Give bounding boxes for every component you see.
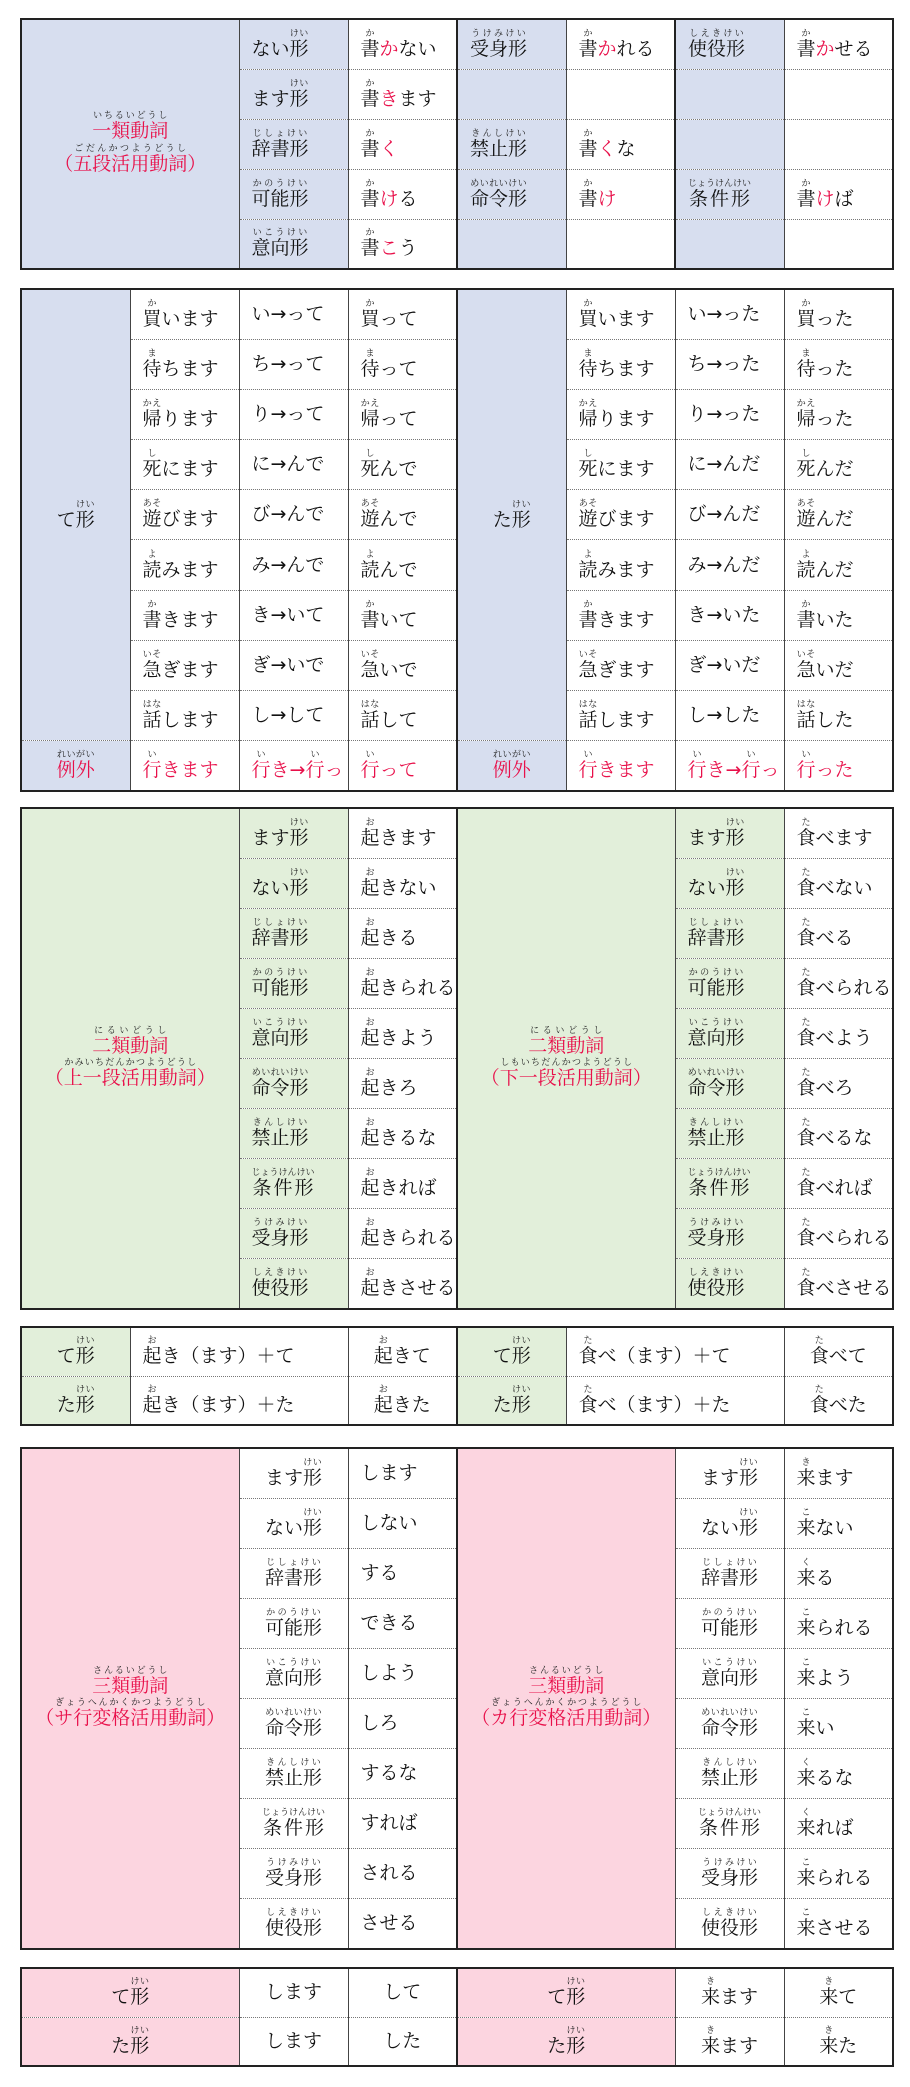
form-label: ない形けい — [239, 858, 348, 908]
masu-form: 遊あそびます — [566, 490, 675, 540]
result: 来きた — [784, 2017, 893, 2066]
te-form: 話はなして — [348, 691, 457, 741]
te-form: 死しんで — [348, 440, 457, 490]
form-label: ます形けい — [675, 808, 784, 858]
form-label: 命令形めいれいけい — [675, 1698, 784, 1748]
form-label: 禁止形きんしけい — [457, 119, 566, 169]
form-label: 受身形うけみけい — [457, 19, 566, 69]
form-value: 起おきさせる — [348, 1259, 457, 1309]
ta-form: 読よんだ — [784, 540, 893, 590]
form-value: 食たべられる — [784, 1209, 893, 1259]
masu-form: 買かいます — [130, 289, 239, 339]
form-label: ない形けい — [675, 858, 784, 908]
ta-form: 遊あそんだ — [784, 490, 893, 540]
form-label: 命令形めいれいけい — [675, 1058, 784, 1108]
masu-form: 行いきます — [130, 741, 239, 791]
group2-lower-label: 二類動詞にるいどうし （下一段活用動詞しもいちだんかつようどうし） — [457, 808, 675, 1309]
form-label: て形けい — [457, 1327, 566, 1376]
masu-form: 話はなします — [566, 691, 675, 741]
form-label: 辞書形じしょけい — [239, 119, 348, 169]
form-value: 起おきれば — [348, 1159, 457, 1209]
result: 起おきた — [348, 1376, 457, 1425]
te-form-label: て形けい — [21, 289, 130, 741]
ta-form: 帰かえった — [784, 389, 893, 439]
form-label: 禁止形きんしけい — [675, 1109, 784, 1159]
form-label: 条件形じょうけんけい — [239, 1159, 348, 1209]
masu-form: 急いそぎます — [566, 640, 675, 690]
form-value: しろ — [348, 1698, 457, 1748]
form-label — [675, 219, 784, 269]
rule: み→んだ — [675, 540, 784, 590]
masu-form: 買かいます — [566, 289, 675, 339]
form-value: 来くる — [784, 1548, 893, 1598]
result: 来きて — [784, 1968, 893, 2017]
form-label: 意向形いこうけい — [239, 1008, 348, 1058]
masu-form: 帰かえります — [130, 389, 239, 439]
form-value — [784, 119, 893, 169]
form-label: ない形けい — [239, 19, 348, 69]
ta-form: 買かった — [784, 289, 893, 339]
form-value: 起おきられる — [348, 958, 457, 1008]
form-value: 起おきる — [348, 908, 457, 958]
result: 食たべた — [784, 1376, 893, 1425]
form-value: 来こさせる — [784, 1899, 893, 1949]
group3-kuru-label: 三類動詞さんるいどうし （カ行変格活用動詞ぎょうへんかくかつようどうし） — [457, 1448, 675, 1949]
form-value: 来こい — [784, 1698, 893, 1748]
form-label: ます形けい — [239, 808, 348, 858]
ta-form: 急いそいだ — [784, 640, 893, 690]
form-value: 食たべる — [784, 908, 893, 958]
group1-label: 一類動詞いちるいどうし （五段活用動詞ごだんかつようどうし） — [21, 19, 239, 269]
form-label: ます形けい — [675, 1448, 784, 1498]
form-label: 可能形かのうけい — [675, 1598, 784, 1648]
form-label: 意向形いこうけい — [675, 1008, 784, 1058]
form-value: するな — [348, 1749, 457, 1799]
form-value: 書かける — [348, 169, 457, 219]
form-label — [675, 119, 784, 169]
form-label: ます形けい — [239, 69, 348, 119]
rule: ぎ→いで — [239, 640, 348, 690]
masu-form: します — [239, 2017, 348, 2066]
form-value: される — [348, 1849, 457, 1899]
form-label: 受身形うけみけい — [675, 1209, 784, 1259]
form-label: 使役形しえきけい — [239, 1899, 348, 1949]
form-value: 書かきます — [348, 69, 457, 119]
form-label: 禁止形きんしけい — [675, 1749, 784, 1799]
te-form: 買かって — [348, 289, 457, 339]
rule: し→した — [675, 691, 784, 741]
form-label: 可能形かのうけい — [239, 169, 348, 219]
form-value — [566, 219, 675, 269]
result: した — [348, 2017, 457, 2066]
form-label: た形けい — [21, 2017, 239, 2066]
form-value — [784, 219, 893, 269]
form-value: 来こよう — [784, 1648, 893, 1698]
masu-form: 書かきます — [566, 590, 675, 640]
group-title: 一類動詞いちるいどうし — [92, 111, 169, 143]
form-value: 来くるな — [784, 1749, 893, 1799]
form-value: 食たべるな — [784, 1109, 893, 1159]
masu-form: 帰かえります — [566, 389, 675, 439]
form-value — [566, 69, 675, 119]
masu-form: 読よみます — [566, 540, 675, 590]
form-label: 使役形しえきけい — [675, 1899, 784, 1949]
form-value: 書かこう — [348, 219, 457, 269]
form-label: 受身形うけみけい — [239, 1849, 348, 1899]
te-form: 書かいて — [348, 590, 457, 640]
form-value: 来こられる — [784, 1849, 893, 1899]
form-value: 起おきろ — [348, 1058, 457, 1108]
form-label: 命令形めいれいけい — [239, 1698, 348, 1748]
table-group2-forms — [20, 807, 894, 1310]
form-label: 辞書形じしょけい — [239, 1548, 348, 1598]
form-label — [675, 69, 784, 119]
rule: び→んで — [239, 490, 348, 540]
form-value: 来こない — [784, 1498, 893, 1548]
rule: り→った — [675, 389, 784, 439]
formula: 食たべ（ます）＋た — [566, 1376, 784, 1425]
form-label: ない形けい — [239, 1498, 348, 1548]
form-value: しよう — [348, 1648, 457, 1698]
rule: り→って — [239, 389, 348, 439]
form-value: 起おきない — [348, 858, 457, 908]
form-value: させる — [348, 1899, 457, 1949]
group-title: 二類動詞にるいどうし — [92, 1025, 169, 1057]
form-label: 使役形しえきけい — [675, 1259, 784, 1309]
rule: ぎ→いだ — [675, 640, 784, 690]
table-te-ta-forms — [20, 288, 894, 792]
rule: み→んで — [239, 540, 348, 590]
rule: び→んだ — [675, 490, 784, 540]
form-value: 書かかれる — [566, 19, 675, 69]
form-value: 書かく — [348, 119, 457, 169]
form-label: た形けい — [457, 1376, 566, 1425]
ta-form: 死しんだ — [784, 440, 893, 490]
form-value: 書かけば — [784, 169, 893, 219]
group3-suru-label: 三類動詞さんるいどうし （サ行変格活用動詞ぎょうへんかくかつようどうし） — [21, 1448, 239, 1949]
form-label: 意向形いこうけい — [239, 219, 348, 269]
table-group2-te-ta — [20, 1326, 894, 1426]
form-label: て形けい — [21, 1968, 239, 2017]
form-value: する — [348, 1548, 457, 1598]
masu-form: 遊あそびます — [130, 490, 239, 540]
form-label: 条件形じょうけんけい — [675, 1799, 784, 1849]
form-value: 食たべさせる — [784, 1259, 893, 1309]
rule: 行いき→行いっ — [675, 741, 784, 791]
masu-form: 死しにます — [566, 440, 675, 490]
form-label: 辞書形じしょけい — [675, 1548, 784, 1598]
form-label: ます形けい — [239, 1448, 348, 1498]
form-label: 意向形いこうけい — [239, 1648, 348, 1698]
form-value: 起おきます — [348, 808, 457, 858]
rule: 行いき→行いっ — [239, 741, 348, 791]
ta-form-label: た形けい — [457, 289, 566, 741]
form-label: た形けい — [457, 2017, 675, 2066]
group-title: 二類動詞にるいどうし — [528, 1025, 605, 1057]
form-value: 食たべない — [784, 858, 893, 908]
masu-form: 来きます — [675, 1968, 784, 2017]
te-form: 読よんで — [348, 540, 457, 590]
rule: き→いて — [239, 590, 348, 640]
masu-form: 急いそぎます — [130, 640, 239, 690]
form-label: て形けい — [457, 1968, 675, 2017]
form-label: ない形けい — [675, 1498, 784, 1548]
form-value: 来こられる — [784, 1598, 893, 1648]
rule: ち→った — [675, 339, 784, 389]
masu-form: します — [239, 1968, 348, 2017]
formula: 起おき（ます）＋た — [130, 1376, 348, 1425]
form-label: 意向形いこうけい — [675, 1648, 784, 1698]
form-value: しない — [348, 1498, 457, 1548]
form-value: 食たべよう — [784, 1008, 893, 1058]
form-label: 受身形うけみけい — [675, 1849, 784, 1899]
form-label: 条件形じょうけんけい — [239, 1799, 348, 1849]
form-label: 使役形しえきけい — [675, 19, 784, 69]
form-label: 禁止形きんしけい — [239, 1109, 348, 1159]
form-label: 禁止形きんしけい — [239, 1749, 348, 1799]
te-form: 行いって — [348, 741, 457, 791]
table-group1-forms — [20, 18, 894, 270]
form-label: 辞書形じしょけい — [675, 908, 784, 958]
rule: き→いた — [675, 590, 784, 640]
te-form: 急いそいで — [348, 640, 457, 690]
form-value: 食たべれば — [784, 1159, 893, 1209]
group2-upper-label: 二類動詞にるいどうし （上一段活用動詞かみいちだんかつようどうし） — [21, 808, 239, 1309]
result: 食たべて — [784, 1327, 893, 1376]
form-value: すれば — [348, 1799, 457, 1849]
masu-form: 話はなします — [130, 691, 239, 741]
masu-form: 待まちます — [566, 339, 675, 389]
form-label: 可能形かのうけい — [675, 958, 784, 1008]
rule: に→んで — [239, 440, 348, 490]
form-label: た形けい — [21, 1376, 130, 1425]
te-form: 遊あそんで — [348, 490, 457, 540]
masu-form: 来きます — [675, 2017, 784, 2066]
rule: に→んだ — [675, 440, 784, 490]
rule: し→して — [239, 691, 348, 741]
form-label: 使役形しえきけい — [239, 1259, 348, 1309]
ta-form: 行いった — [784, 741, 893, 791]
form-label: 命令形めいれいけい — [457, 169, 566, 219]
rule: い→って — [239, 289, 348, 339]
te-form: 待まって — [348, 339, 457, 389]
ta-form: 待まった — [784, 339, 893, 389]
group-title: 三類動詞さんるいどうし — [92, 1665, 169, 1697]
table-group3-forms — [20, 1447, 894, 1950]
ta-form: 話はなした — [784, 691, 893, 741]
form-label: 条件形じょうけんけい — [675, 169, 784, 219]
form-value: 書かくな — [566, 119, 675, 169]
form-label: て形けい — [21, 1327, 130, 1376]
result: 起おきて — [348, 1327, 457, 1376]
form-value: 食たべられる — [784, 958, 893, 1008]
form-value: 来きます — [784, 1448, 893, 1498]
rule: い→った — [675, 289, 784, 339]
formula: 食たべ（ます）＋て — [566, 1327, 784, 1376]
form-value: 書かかせる — [784, 19, 893, 69]
form-value: 起おきられる — [348, 1209, 457, 1259]
form-label: 命令形めいれいけい — [239, 1058, 348, 1108]
form-label: 可能形かのうけい — [239, 1598, 348, 1648]
form-label: 辞書形じしょけい — [239, 908, 348, 958]
form-value: できる — [348, 1598, 457, 1648]
masu-form: 死しにます — [130, 440, 239, 490]
group-title: 三類動詞さんるいどうし — [528, 1665, 605, 1697]
form-value: 来くれば — [784, 1799, 893, 1849]
form-value: 書かけ — [566, 169, 675, 219]
masu-form: 読よみます — [130, 540, 239, 590]
form-label: 可能形かのうけい — [239, 958, 348, 1008]
form-value — [784, 69, 893, 119]
exception-label: 例外れいがい — [457, 741, 566, 791]
rule: ち→って — [239, 339, 348, 389]
table-group3-te-ta — [20, 1967, 894, 2067]
form-value: 書かかない — [348, 19, 457, 69]
result: して — [348, 1968, 457, 2017]
form-value: 食たべます — [784, 808, 893, 858]
form-label — [457, 69, 566, 119]
exception-label: 例外れいがい — [21, 741, 130, 791]
formula: 起おき（ます）＋て — [130, 1327, 348, 1376]
masu-form: 待まちます — [130, 339, 239, 389]
form-value: 起おきるな — [348, 1109, 457, 1159]
form-value: 起おきよう — [348, 1008, 457, 1058]
masu-form: 行いきます — [566, 741, 675, 791]
form-label: 受身形うけみけい — [239, 1209, 348, 1259]
ta-form: 書かいた — [784, 590, 893, 640]
te-form: 帰かえって — [348, 389, 457, 439]
form-label — [457, 219, 566, 269]
form-label: 条件形じょうけんけい — [675, 1159, 784, 1209]
form-value: します — [348, 1448, 457, 1498]
form-value: 食たべろ — [784, 1058, 893, 1108]
masu-form: 書かきます — [130, 590, 239, 640]
